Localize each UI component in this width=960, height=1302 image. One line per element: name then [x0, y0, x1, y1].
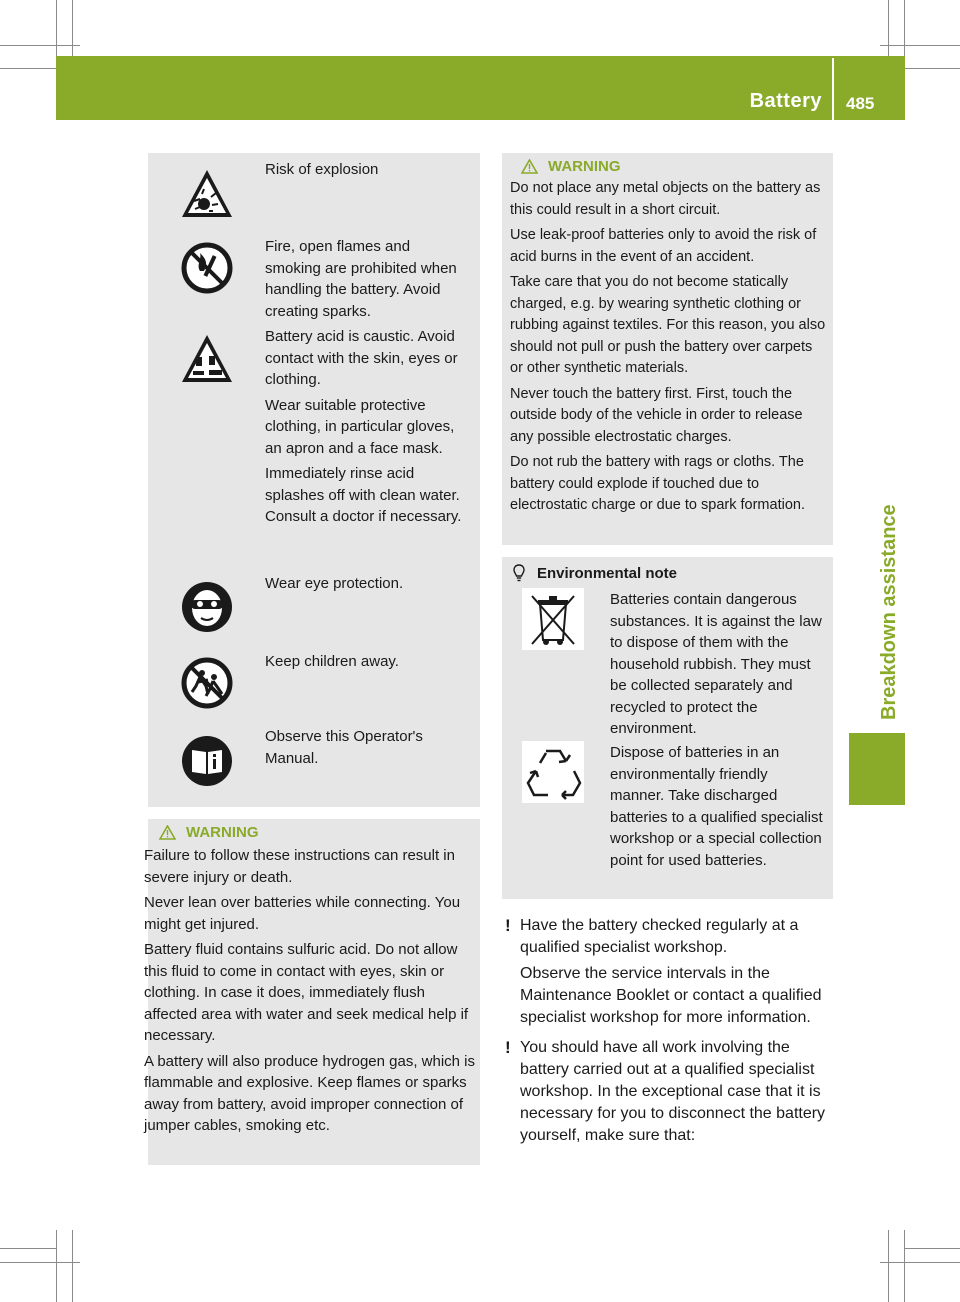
operators-manual-icon [180, 734, 234, 788]
environmental-heading-text: Environmental note [537, 564, 678, 582]
warning-paragraph: Battery fluid contains sulfuric acid. Do not allow this fluid to come in contact with eyes, skin or clothing. In case it does, immediately flush affected area with water and seek medical help if necessary. [144, 941, 469, 1044]
notice-mark: ! [505, 916, 511, 935]
symbol-text [265, 573, 470, 599]
crop-mark [888, 1230, 889, 1302]
crop-mark [0, 45, 80, 46]
crop-mark [904, 1248, 960, 1249]
warning-heading [521, 158, 828, 175]
crop-mark [72, 1230, 73, 1302]
eye-protection-icon [180, 580, 234, 634]
warning-content [510, 158, 828, 521]
symbol-text [265, 236, 470, 326]
warning-triangle-icon [521, 159, 538, 174]
no-fire-smoking-icon [180, 241, 234, 295]
environmental-text: Batteries contain dangerous substances. It is against the law to dispose of them with the household rubbish. They must be collected separately and recycled to protect the environment. [610, 591, 822, 737]
symbol-description: Risk of explosion [265, 161, 379, 178]
warning-content [144, 824, 477, 1141]
keep-children-away-icon [180, 656, 234, 710]
safety-symbols-panel [148, 153, 480, 807]
warning-paragraph: Take care that you do not become statically charged, e.g. by wearing synthetic clothing or rubbing against textiles. For this reason, you also should not pull or push the battery over carpets or other synthetic materials. [510, 274, 826, 376]
warning-paragraph: Failure to follow these instructions can result in severe injury or death. [144, 847, 455, 886]
page-title: Battery [749, 90, 822, 112]
environmental-text: Dispose of batteries in an environmentally friendly manner. Take discharged batteries to a qualified specialist workshop or a special collection point for used batteries. [610, 744, 823, 869]
symbol-description: Fire, open flames and smoking are prohibited when handling the battery. Avoid creating sparks. [265, 238, 457, 320]
symbol-text [265, 159, 470, 185]
warning-heading-text: WARNING [186, 824, 259, 841]
symbol-description: Wear eye protection. [265, 575, 404, 592]
symbol-text [265, 651, 470, 677]
explosion-warning-icon [180, 167, 234, 221]
warning-paragraph: Use leak-proof batteries only to avoid the risk of acid burns in the event of an accident. [510, 227, 817, 265]
crop-mark [56, 1230, 57, 1302]
warning-paragraph: A battery will also produce hydrogen gas, which is flammable and explosive. Keep flames or sparks away from battery, avoid improper connection of jumper cables, smoking etc. [144, 1052, 476, 1134]
crossed-bin-icon [522, 588, 584, 650]
symbol-description: Immediately rinse acid splashes off with clean water. Consult a doctor if necessary. [265, 465, 462, 525]
warning-paragraph: Never touch the battery first. First, touch the outside body of the vehicle in order to release any possible electrostatic charges. [510, 385, 803, 445]
warning-paragraph: Do not place any metal objects on the battery as this could result in a short circuit. [510, 180, 821, 218]
symbol-description: Wear suitable protective clothing, in particular gloves, an apron and a face mask. [265, 396, 455, 457]
notice-mark: ! [505, 1038, 511, 1057]
crop-mark [0, 1248, 56, 1249]
crop-mark [880, 1262, 960, 1263]
recycling-icon [522, 741, 584, 803]
crop-mark [0, 1262, 80, 1263]
notice-item [505, 1037, 835, 1151]
symbol-description: Observe this Operator's Manual. [265, 728, 423, 767]
warning-triangle-icon [159, 825, 176, 840]
section-tab-label: Breakdown assistance [878, 504, 900, 720]
symbol-description: Battery acid is caustic. Avoid contact with the skin, eyes or clothing. [265, 328, 458, 388]
crop-mark [0, 68, 58, 69]
corrosive-warning-icon [180, 332, 234, 386]
section-tab-marker [849, 733, 905, 805]
warning-heading-text: WARNING [548, 158, 621, 175]
header-divider [832, 58, 834, 120]
page-number: 485 [846, 94, 875, 113]
symbol-text [265, 326, 470, 532]
warning-paragraph: Never lean over batteries while connecting. You might get injured. [144, 894, 461, 933]
crop-mark [904, 68, 960, 69]
notice-paragraph: Have the battery checked regularly at a qualified specialist workshop. [520, 917, 799, 956]
environmental-heading [513, 564, 677, 582]
notice-item [505, 915, 835, 1033]
notice-paragraph: Observe the service intervals in the Maintenance Booklet or contact a qualified specialist workshop for more information. [520, 965, 822, 1026]
symbol-description: Keep children away. [265, 653, 399, 670]
crop-mark [888, 0, 889, 60]
crop-mark [904, 1230, 905, 1302]
notice-paragraph: You should have all work involving the battery carried out at a qualified specialist workshop. In the exceptional case that it is necessary for you to disconnect the battery yourself, make sure that: [520, 1039, 826, 1144]
crop-mark [880, 45, 960, 46]
crop-mark [904, 0, 905, 60]
crop-mark [56, 0, 57, 60]
warning-heading [159, 824, 477, 841]
crop-mark [72, 0, 73, 60]
symbol-text [265, 726, 470, 773]
warning-paragraph: Do not rub the battery with rags or cloths. The battery could explode if touched due to electrostatic charge or due to spark formation. [510, 454, 805, 513]
lightbulb-icon [513, 564, 525, 582]
